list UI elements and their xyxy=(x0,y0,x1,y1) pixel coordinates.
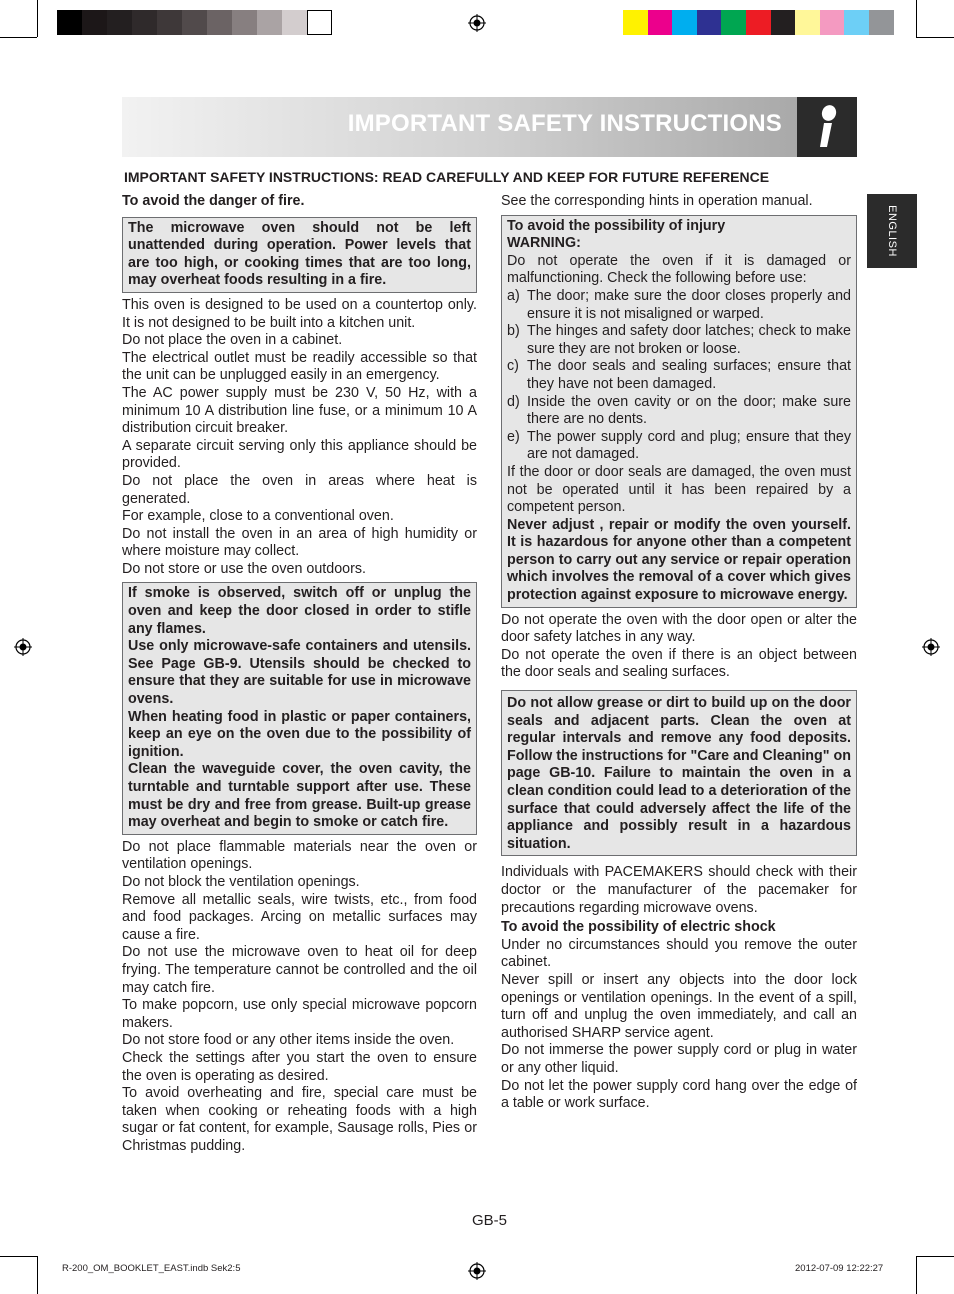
color-swatch xyxy=(648,10,673,35)
check-item-text: The hinges and safety door latches; check to make sure they are not broken or loose. xyxy=(527,323,851,357)
check-item-label: b) xyxy=(507,323,520,340)
paragraph: Do not block the ventilation openings. xyxy=(122,873,360,890)
color-swatch xyxy=(107,10,132,35)
registration-mark-icon xyxy=(468,14,486,32)
info-icon-box xyxy=(797,97,857,157)
intro-text: See the corresponding hints in operation manual. xyxy=(501,193,813,209)
paragraph: Do not store food or any other items inside the oven. xyxy=(122,1032,455,1049)
injury-heading: To avoid the possibility of injury xyxy=(507,217,726,234)
injury-warning-box xyxy=(501,215,857,608)
color-swatch xyxy=(207,10,232,35)
color-swatch xyxy=(132,10,157,35)
language-tab-label: ENGLISH xyxy=(886,205,898,257)
paragraph: This oven is designed to be used on a countertop only. It is not designed to be built into a kitchen unit. xyxy=(122,296,477,331)
color-swatch xyxy=(746,10,771,35)
check-item-text: Inside the oven cavity or on the door; make sure there are no dents. xyxy=(527,393,851,428)
paragraph: To avoid overheating and fire, special care must be taken when cooking or reheating foods with a high sugar or fat content, for example, Sausage rolls, Pies or Christmas pudding. xyxy=(122,1085,477,1154)
fire-heading: To avoid the danger of fire. xyxy=(122,193,305,209)
color-swatch xyxy=(820,10,845,35)
color-swatch xyxy=(257,10,282,35)
header-banner xyxy=(122,97,798,157)
paragraph: Do not place the oven in a cabinet. xyxy=(122,332,343,349)
shock-heading: To avoid the possibility of electric shock xyxy=(501,919,776,936)
check-item xyxy=(507,358,851,393)
color-swatch xyxy=(697,10,722,35)
paragraph: Do not let the power supply cord hang over the edge of a table or work surface. xyxy=(501,1077,857,1112)
color-swatch xyxy=(182,10,207,35)
check-item-text: The power supply cord and plug; ensure that they are not damaged. xyxy=(527,428,851,463)
seal-text: If the door or door seals are damaged, the oven must not be operated until it has been repaired by a competent person. xyxy=(507,463,851,516)
color-swatch xyxy=(57,10,82,35)
paragraph: Check the settings after you start the oven to ensure the oven is operating as desired. xyxy=(122,1049,477,1084)
check-item-label: c) xyxy=(507,358,519,375)
registration-mark-icon xyxy=(468,1262,486,1280)
paragraph: To make popcorn, use only special microwave popcorn makers. xyxy=(122,997,477,1031)
section-subheading: IMPORTANT SAFETY INSTRUCTIONS: READ CAREFULLY AND KEEP FOR FUTURE REFERENCE xyxy=(124,169,770,185)
color-swatch xyxy=(844,10,869,35)
color-swatch xyxy=(307,10,332,35)
left-paragraphs-2 xyxy=(122,839,477,1156)
paragraph: Use only microwave-safe containers and utensils. See Page GB-9. Utensils should be checked to ensure that they are suitable for use in microwave ovens. xyxy=(128,638,471,708)
fire-warning-box xyxy=(122,217,477,293)
registration-mark-icon xyxy=(14,638,32,656)
paragraph: If smoke is observed, switch off or unplug the oven and keep the door closed in order to stifle any flames. xyxy=(128,585,471,637)
grease-text: Do not allow grease or dirt to build up on the door seals and adjacent parts. Clean the oven at regular intervals and remove any food deposits. Follow the instructions for "Care and Cleaning" on page GB-10. Failure to maintain the oven in a clean condition could lead to a deterioration of the surface that could adversely affect the life of the appliance and possibly result in a hazardous situation. xyxy=(507,695,851,852)
crop-mark xyxy=(916,1256,917,1294)
paragraph: Do not place flammable materials near the oven or ventilation openings. xyxy=(122,838,477,873)
crop-mark xyxy=(916,37,954,38)
warning-text: Do not operate the oven if it is damaged or malfunctioning. Check the following before use: xyxy=(507,252,851,287)
color-swatch xyxy=(721,10,746,35)
paragraph: A separate circuit serving only this appliance should be provided. xyxy=(122,437,477,472)
left-column xyxy=(122,193,477,1155)
paragraph: Do not operate the oven with the door open or alter the door safety latches in any way. xyxy=(501,611,857,646)
paragraph: Clean the waveguide cover, the oven cavity, the turntable and turntable support after use. These must be dry and free from grease. Built-up grease may overheat and begin to smoke or catch fire. xyxy=(128,761,471,831)
language-tab xyxy=(867,194,917,268)
right-paragraphs-2 xyxy=(501,937,857,1113)
check-item xyxy=(507,394,851,429)
crop-mark xyxy=(37,1256,38,1294)
never-adjust-text: Never adjust , repair or modify the oven yourself. It is hazardous for anyone other than a competent person to carry out any service or repair operation which involves the removal of a cover which gives protection against exposure to microwave energy. xyxy=(507,516,851,604)
crop-mark xyxy=(0,37,37,38)
paragraph: The AC power supply must be 230 V, 50 Hz, with a minimum 10 A distribution line fuse, or a minimum 10 A distribution circuit breaker. xyxy=(122,384,477,437)
right-column xyxy=(501,193,857,1113)
check-item-text: The door seals and sealing surfaces; ensure that they have not been damaged. xyxy=(527,358,851,392)
right-paragraphs-1 xyxy=(501,612,857,682)
color-swatch xyxy=(771,10,796,35)
check-item xyxy=(507,288,851,323)
crop-mark xyxy=(0,1256,37,1257)
footer-datetime: 2012-07-09 12:22:27 xyxy=(795,1263,884,1274)
color-swatch xyxy=(869,10,894,35)
check-item-label: d) xyxy=(507,393,520,410)
paragraph: For example, close to a conventional oven. xyxy=(122,508,394,525)
smoke-warning-box xyxy=(122,582,477,834)
color-swatch xyxy=(795,10,820,35)
pacemaker-text: Individuals with PACEMAKERS should check with their doctor or the manufacturer of the pacemaker for precautions regarding microwave ovens. xyxy=(501,864,857,916)
warning-label: WARNING: xyxy=(507,235,581,252)
color-swatch xyxy=(672,10,697,35)
registration-mark-icon xyxy=(922,638,940,656)
paragraph: Do not use the microwave oven to heat oil for deep frying. The temperature cannot be controlled and the oil may catch fire. xyxy=(122,944,477,996)
check-item xyxy=(507,323,851,358)
paragraph: Do not immerse the power supply cord or plug in water or any other liquid. xyxy=(501,1042,857,1076)
page-title: IMPORTANT SAFETY INSTRUCTIONS xyxy=(347,110,782,137)
color-swatch xyxy=(623,10,648,35)
check-item-label: e) xyxy=(507,428,520,445)
color-swatch xyxy=(82,10,107,35)
color-swatch xyxy=(282,10,307,35)
footer-filename: R-200_OM_BOOKLET_EAST.indb Sek2:5 xyxy=(62,1263,241,1274)
crop-mark xyxy=(37,0,38,37)
color-swatch xyxy=(157,10,182,35)
paragraph: Remove all metallic seals, wire twists, etc., from food and food packages. Arcing on metallic surfaces may cause a fire. xyxy=(122,891,477,943)
paragraph: The electrical outlet must be readily accessible so that the unit can be unplugged easily in an emergency. xyxy=(122,349,477,384)
info-i-icon xyxy=(797,97,857,157)
paragraph: Do not place the oven in areas where heat is generated. xyxy=(122,472,477,507)
crop-mark xyxy=(916,0,917,37)
box-text: The microwave oven should not be left unattended during operation. Power levels that are too high, or cooking times that are too long, may overheat foods resulting in a fire. xyxy=(128,219,471,289)
grease-warning-box xyxy=(501,690,857,856)
paragraph: Never spill or insert any objects into the door lock openings or ventilation openings. In the event of a spill, turn off and unplug the oven immediately, and call an authorised SHARP service agent. xyxy=(501,971,857,1041)
page-number: GB-5 xyxy=(472,1212,508,1229)
left-paragraphs-1 xyxy=(122,297,477,579)
check-item-label: a) xyxy=(507,287,520,304)
paragraph: Do not store or use the oven outdoors. xyxy=(122,560,366,577)
paragraph: Do not operate the oven if there is an object between the door seals and sealing surfaces. xyxy=(501,646,857,681)
crop-mark xyxy=(916,1256,954,1257)
paragraph: Under no circumstances should you remove the outer cabinet. xyxy=(501,936,857,971)
paragraph: Do not install the oven in an area of high humidity or where moisture may collect. xyxy=(122,525,477,560)
paragraph: When heating food in plastic or paper containers, keep an eye on the oven due to the possibility of ignition. xyxy=(128,708,471,760)
check-item xyxy=(507,429,851,464)
color-swatch xyxy=(232,10,257,35)
check-list xyxy=(507,288,851,464)
check-item-text: The door; make sure the door closes properly and ensure it is not misaligned or warped. xyxy=(527,287,851,322)
